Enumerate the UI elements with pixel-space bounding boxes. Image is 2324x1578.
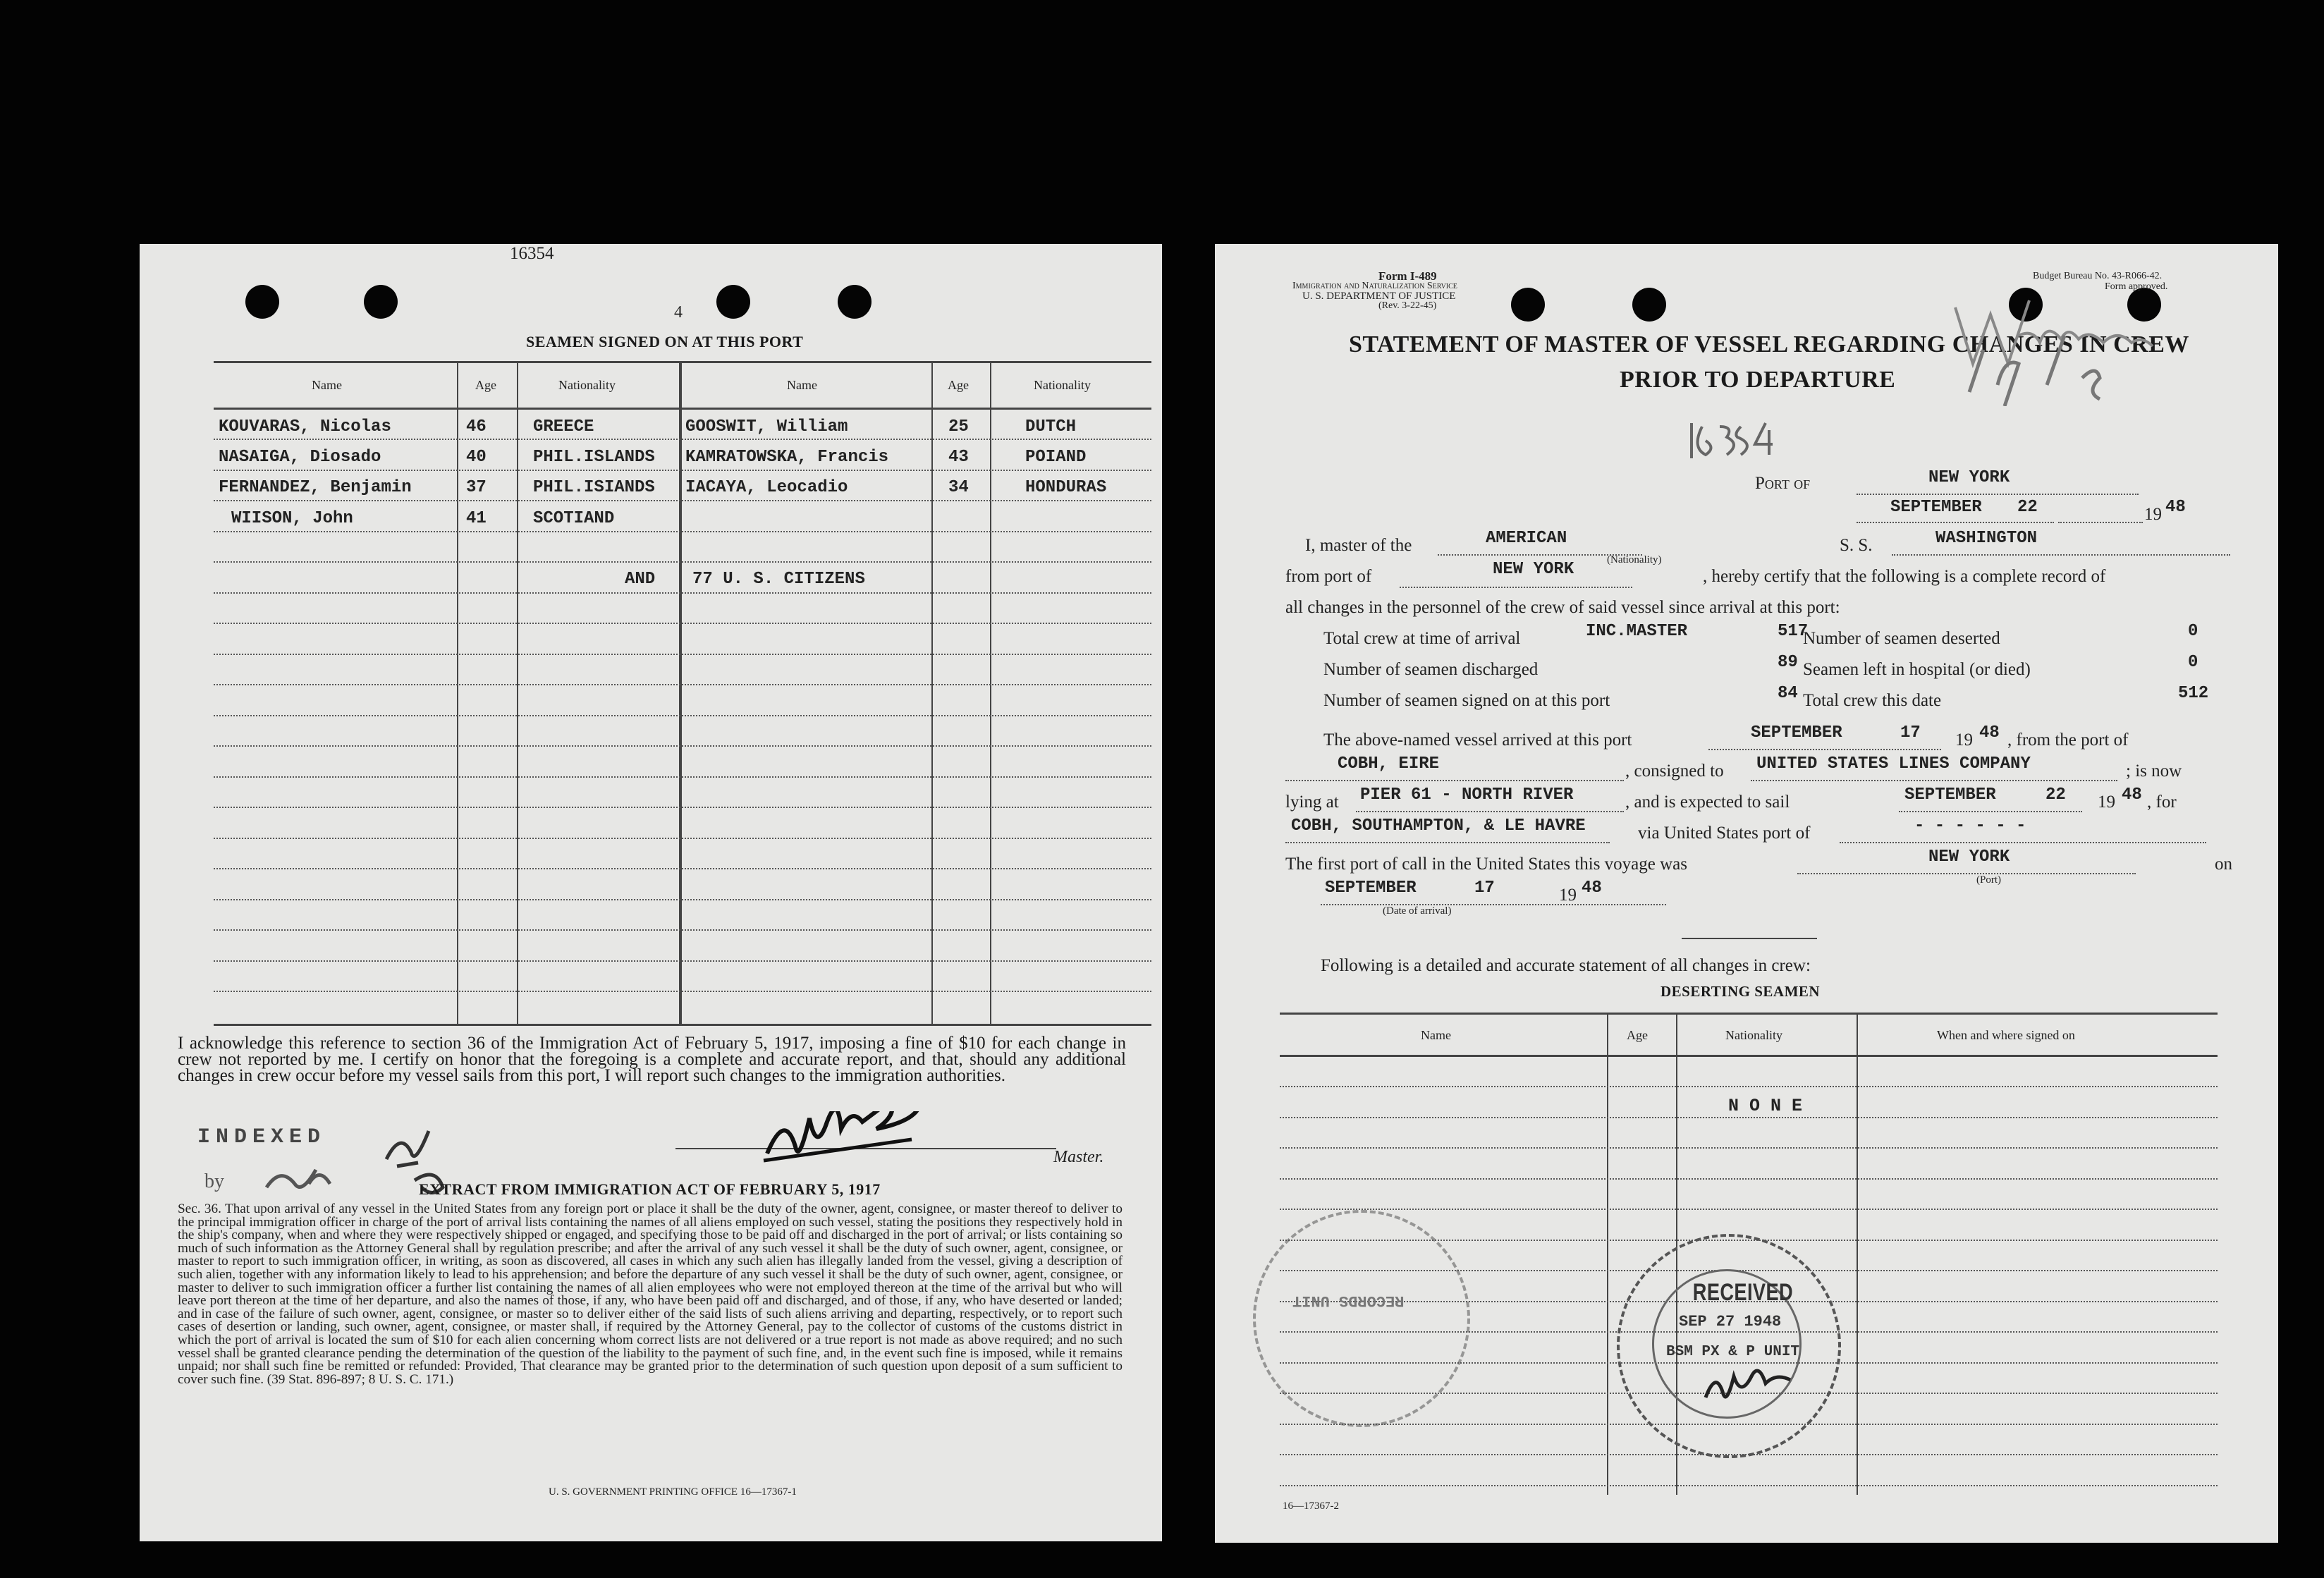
for-label: , for	[2147, 793, 2177, 812]
vessel-name: WASHINGTON	[1935, 529, 2038, 548]
hospital-value: 0	[2188, 653, 2198, 672]
field-line	[1857, 522, 2054, 523]
field-line	[1857, 494, 2139, 495]
arrived-year: 48	[1979, 723, 2000, 742]
punch-hole	[716, 285, 750, 319]
table-top-rule	[214, 361, 1151, 363]
field-line	[1285, 780, 1624, 781]
total-crew-date-label: Total crew this date	[1803, 691, 1942, 710]
row-separator	[214, 960, 1151, 962]
punch-hole	[838, 285, 872, 319]
port-value: NEW YORK	[1928, 468, 2010, 487]
table-row-name: FERNANDEZ, Benjamin	[219, 478, 412, 497]
table-row-nationality: PHIL.ISIANDS	[533, 478, 655, 497]
col-header-age: Age	[948, 378, 969, 392]
arrived-day: 17	[1900, 723, 1921, 742]
records-unit-text: RECORDS UNIT	[1292, 1292, 1405, 1309]
port-caption: (Port)	[1976, 874, 2001, 886]
row-separator	[1280, 1209, 2218, 1210]
col-header-nationality: Nationality	[1034, 378, 1091, 392]
citizens-text: 77 U. S. CITIZENS	[692, 570, 865, 589]
field-line	[1840, 842, 2206, 843]
table-row-age: 34	[948, 478, 969, 497]
total-crew-arrival-label: Total crew at time of arrival	[1323, 629, 1521, 648]
revision-note: (Rev. 3-22-45)	[1378, 300, 1437, 311]
sail-year-prefix: 19	[2098, 793, 2115, 812]
row-separator	[214, 654, 1151, 655]
row-separator	[214, 592, 1151, 594]
table-row-age: 40	[466, 448, 487, 467]
arrived-month: SEPTEMBER	[1751, 723, 1842, 742]
consigned-label: , consigned to	[1625, 762, 1724, 781]
extract-title: EXTRACT FROM IMMIGRATION ACT OF FEBRUARY 5, 1917	[419, 1180, 881, 1198]
records-unit-stamp	[1253, 1210, 1470, 1427]
page-number: 4	[674, 303, 683, 322]
via-value: - - - - - -	[1914, 816, 2026, 836]
printer-line: U. S. GOVERNMENT PRINTING OFFICE 16—17367-1	[549, 1486, 797, 1498]
field-line	[1708, 749, 1941, 750]
date-caption: (Date of arrival)	[1383, 905, 1452, 917]
row-separator	[214, 715, 1151, 716]
col-header-age: Age	[1627, 1028, 1648, 1042]
sail-month: SEPTEMBER	[1904, 785, 1996, 805]
table-row-name: NASAIGA, Diosado	[219, 448, 381, 467]
table-header-rule	[214, 408, 1151, 410]
deserting-title: DESERTING SEAMEN	[1661, 983, 1821, 1000]
col-divider	[931, 361, 933, 1024]
row-separator	[214, 991, 1151, 992]
master-of-label: I, master of the	[1305, 536, 1412, 555]
is-now-label: ; is now	[2126, 762, 2182, 781]
table-row-nationality: POIAND	[1025, 448, 1087, 467]
received-date: SEP 27 1948	[1679, 1313, 1782, 1331]
discharged-label: Number of seamen discharged	[1323, 660, 1539, 679]
table-row-age: 41	[466, 509, 487, 528]
first-port-label: The first port of call in the United States this voyage was	[1285, 855, 1688, 874]
col-header-name: Name	[1421, 1028, 1451, 1042]
punch-hole	[245, 285, 279, 319]
on-label: on	[2215, 855, 2232, 874]
row-separator	[214, 807, 1151, 808]
by-label: by	[204, 1170, 224, 1192]
signed-on-value: 84	[1778, 684, 1798, 703]
first-date-month: SEPTEMBER	[1325, 879, 1417, 898]
table-row-name: WIISON, John	[231, 509, 353, 528]
first-date-year-prefix: 19	[1559, 886, 1577, 905]
col-divider	[457, 361, 458, 1024]
none-text: N O N E	[1728, 1096, 1803, 1116]
row-separator	[214, 561, 1151, 563]
agency-line: U. S. DEPARTMENT OF JUSTICE	[1302, 290, 1456, 302]
col-header-name: Name	[312, 378, 342, 392]
indexed-stamp: INDEXED	[197, 1125, 326, 1149]
section-title: SEAMEN SIGNED ON AT THIS PORT	[526, 333, 804, 350]
field-line	[1899, 811, 2082, 812]
col-header-signed-on: When and where signed on	[1937, 1028, 2075, 1042]
master-signature	[760, 1111, 958, 1175]
pier: PIER 61 - NORTH RIVER	[1360, 785, 1574, 805]
hospital-label: Seamen left in hospital (or died)	[1803, 660, 2031, 679]
following-text: Following is a detailed and accurate statement of all changes in crew:	[1321, 956, 1811, 975]
row-separator	[214, 929, 1151, 931]
row-separator	[214, 531, 1151, 532]
row-separator	[214, 838, 1151, 839]
origin-port: COBH, EIRE	[1338, 754, 1440, 773]
port-label: Port of	[1755, 474, 1811, 493]
date-day: 22	[2017, 498, 2038, 517]
sail-day: 22	[2045, 785, 2066, 805]
col-divider	[679, 361, 682, 1024]
field-line	[1356, 811, 1624, 812]
punch-hole	[1511, 288, 1545, 322]
col-divider	[1857, 1013, 1858, 1495]
field-line	[2058, 522, 2143, 523]
col-header-age: Age	[475, 378, 496, 392]
statute-text: Sec. 36. That upon arrival of any vessel in the United States from any foreign port or place it shall be the duty of the owner, agent, consignee, or master thereof to deliver to the principal immigration officer in charge of the port of arrival lists containing the names of all aliens employed on such vessel, stating the positions they respectively hold in the ship's company, when and where they were respectively shipped or engaged, and specifying those to be paid off and discharged in the port of arrival; or lists containing so much of such information as the Attorney General shall by regulation prescribe; and after the arrival of any such vessel it shall be the duty of such owner, agent, consignee, or master to report to such immigration officer, in writing, as soon as discovered, all cases in which any such alien has illegally landed from the vessel, giving a description of such alien, together with any information likely to lead to his apprehension; and before the departure of any such vessel it shall be the duty of such owner, agent, consignee, or master to deliver to such immigration officer a further list containing the names of all alien employees who were not employed thereon at the time of the arrival but who will leave port thereon at the time of her departure, and also the names of those, if any, who have been paid off and discharged, and of those, if any, who have deserted or landed; and in case of the failure of such owner, agent, consignee, or master so to deliver either of the said lists of such aliens arriving and departing, respectively, or to report such cases of desertion or landing, such owner, agent, consignee, or master shall, if required by the Attorney General, pay to the collector of customs of the customs district in which the port of arrival is located the sum of $10 for each alien concerning whom correct lists are not delivered or a true report is not made as above required; and no such vessel shall be granted clearance pending the determination of the question of the liability to the payment of such fine, and, in the event such fine is imposed, while it remains unpaid; nor shall such fine be remitted or refunded: Provided, That clearance may be granted prior to the determination of such question upon deposit of a sum sufficient to cover such fine. (39 Stat. 896-897; 8 U. S. C. 171.)	[178, 1201, 1123, 1387]
col-header-name: Name	[787, 378, 817, 392]
section-divider	[1682, 938, 1817, 939]
table-row-name: KOUVARAS, Nicolas	[219, 417, 391, 436]
acknowledgement-text: I acknowledge this reference to section 36 of the Immigration Act of February 5, 1917, imposing a fine of $10 for each change in crew not reported by me. I certify on honor that the foregoing is a complete and accurate report, and that, should any additional changes in crew occur before my vessel sails from this port, I will report such changes to the immigration authorities.	[178, 1034, 1126, 1085]
table-row-name: KAMRATOWSKA, Francis	[685, 448, 889, 467]
table-bottom-rule	[214, 1024, 1151, 1026]
from-port-label: from port of	[1285, 567, 1372, 586]
lying-at-label: lying at	[1285, 793, 1339, 812]
first-date-day: 17	[1474, 879, 1495, 898]
discharged-value: 89	[1778, 653, 1798, 672]
first-port-value: NEW YORK	[1928, 848, 2010, 867]
field-line	[1797, 873, 2136, 874]
arrived-label: The above-named vessel arrived at this port	[1323, 730, 1632, 750]
col-header-nationality: Nationality	[1725, 1028, 1782, 1042]
agency-line: Immigration and Naturalization Service	[1292, 281, 1457, 291]
row-separator	[1280, 1147, 2218, 1149]
row-separator	[214, 745, 1151, 747]
row-separator	[214, 684, 1151, 685]
nationality-caption: (Nationality)	[1607, 554, 1662, 565]
printer-line: 16—17367-2	[1283, 1500, 1339, 1512]
expected-label: , and is expected to sail	[1625, 793, 1790, 812]
master-label: Master.	[1053, 1148, 1104, 1166]
punch-hole	[364, 285, 398, 319]
date-year-prefix: 19	[2144, 505, 2162, 524]
col-divider	[1607, 1013, 1608, 1495]
table-header-rule	[1280, 1055, 2218, 1057]
row-separator	[214, 439, 1151, 440]
handwritten-file-number	[1684, 416, 1811, 465]
budget-line: Form approved.	[2105, 281, 2168, 292]
from-the-port-label: , from the port of	[2007, 730, 2129, 750]
budget-line: Budget Bureau No. 43-R066-42.	[2033, 271, 2163, 281]
total-crew-arrival-note: INC.MASTER	[1586, 622, 1688, 641]
field-line	[1751, 780, 2117, 781]
from-port-value: NEW YORK	[1493, 560, 1574, 579]
col-divider	[517, 361, 518, 1024]
table-row-age: 46	[466, 417, 487, 436]
row-separator	[214, 899, 1151, 900]
col-header-nationality: Nationality	[558, 378, 616, 392]
left-page	[140, 244, 1162, 1541]
form-number: Form I-489	[1378, 269, 1437, 283]
signed-on-label: Number of seamen signed on at this port	[1323, 691, 1610, 710]
date-year: 48	[2165, 498, 2186, 517]
table-row-name: GOOSWIT, William	[685, 417, 848, 436]
table-row-nationality: HONDURAS	[1025, 478, 1107, 497]
first-date-year: 48	[1582, 879, 1602, 898]
changes-text: all changes in the personnel of the crew of said vessel since arrival at this port:	[1285, 598, 1840, 617]
table-row-name: IACAYA, Leocadio	[685, 478, 848, 497]
destination: COBH, SOUTHAMPTON, & LE HAVRE	[1291, 816, 1586, 836]
row-separator	[214, 470, 1151, 471]
field-line	[1400, 587, 1632, 588]
nationality-value: AMERICAN	[1486, 529, 1567, 548]
punch-hole	[1632, 288, 1666, 322]
ss-label: S. S.	[1840, 536, 1873, 555]
field-line	[1321, 904, 1666, 905]
col-divider	[990, 361, 991, 1024]
and-text: AND	[625, 570, 656, 589]
consignee: UNITED STATES LINES COMPANY	[1756, 754, 2031, 773]
row-separator	[214, 623, 1151, 624]
row-separator	[214, 500, 1151, 501]
table-row-nationality: DUTCH	[1025, 417, 1077, 436]
row-separator	[1280, 1178, 2218, 1180]
table-row-nationality: PHIL.ISLANDS	[533, 448, 655, 467]
table-row-age: 37	[466, 478, 487, 497]
total-crew-date-value: 512	[2178, 684, 2209, 703]
row-separator	[214, 868, 1151, 869]
file-number: 16354	[510, 244, 554, 263]
deserted-label: Number of seamen deserted	[1803, 629, 2000, 648]
row-separator	[1280, 1485, 2218, 1486]
total-crew-arrival-value: 517	[1778, 622, 1809, 641]
field-line	[1892, 554, 2230, 556]
table-row-age: 43	[948, 448, 969, 467]
form-title: PRIOR TO DEPARTURE	[1620, 367, 1896, 393]
row-separator	[214, 776, 1151, 778]
deserted-value: 0	[2188, 622, 2198, 641]
table-top-rule	[1280, 1013, 2218, 1015]
sail-year: 48	[2122, 785, 2142, 805]
date-month: SEPTEMBER	[1890, 498, 1982, 517]
row-separator	[1280, 1117, 2218, 1118]
received-unit: BSM PX & P UNIT	[1666, 1344, 1800, 1360]
via-label: via United States port of	[1638, 824, 1811, 843]
received-initials	[1699, 1362, 1797, 1412]
arrived-year-prefix: 19	[1955, 730, 1973, 750]
table-row-nationality: SCOTIAND	[533, 509, 615, 528]
table-row-age: 25	[948, 417, 969, 436]
handwritten-washington	[1941, 279, 2181, 406]
certify-text: , hereby certify that the following is a complete record of	[1703, 567, 2106, 586]
form-title: STATEMENT OF MASTER OF VESSEL REGARDING CHANGES IN CREW	[1349, 331, 2189, 357]
received-text: RECEIVED	[1692, 1279, 1794, 1306]
field-line	[1285, 842, 1610, 843]
table-row-nationality: GREECE	[533, 417, 594, 436]
row-separator	[1280, 1086, 2218, 1087]
